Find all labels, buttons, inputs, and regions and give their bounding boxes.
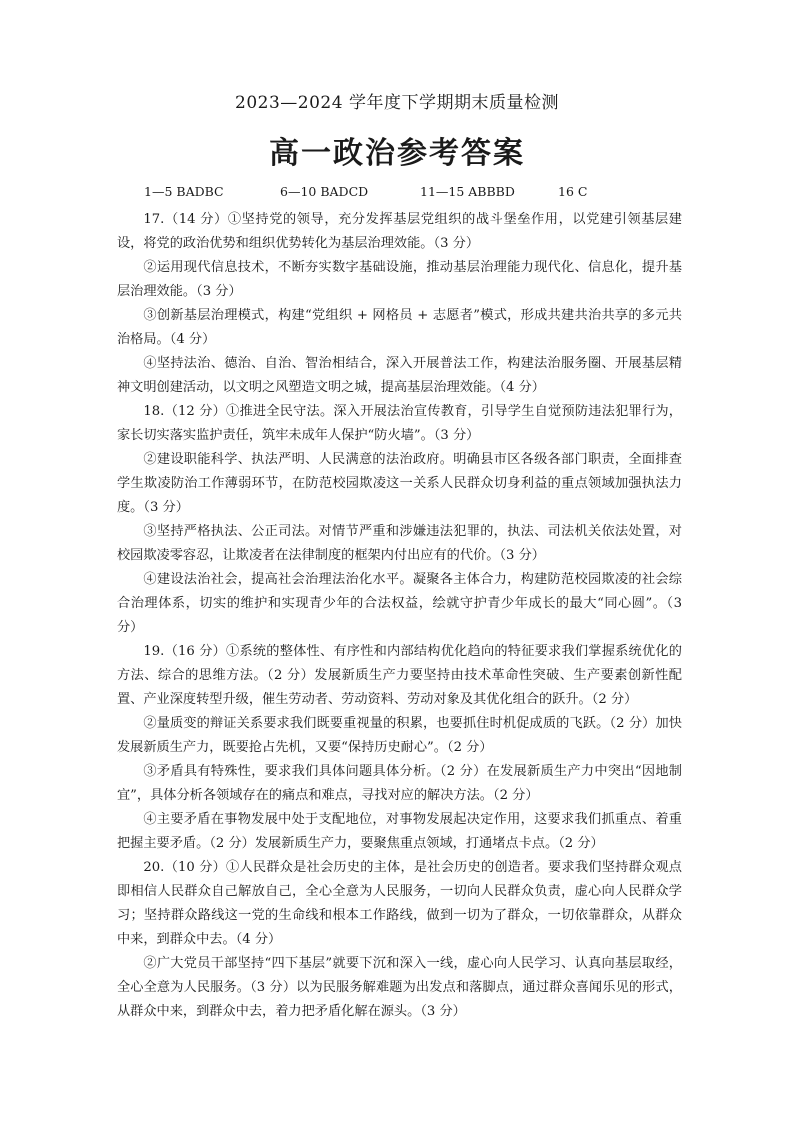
q18-point-1: 18.（12 分）①推进全民守法。深入开展法治宣传教育，引导学生自觉预防违法犯罪行为，家长切实落实监护责任，筑牢未成年人保护“防火墙”。（3 分）: [117, 404, 682, 443]
q18-point-3: ③坚持严格执法、公正司法。对情节严重和涉嫌违法犯罪的，执法、司法机关依法处置，对校园欺凌零容忍，让欺凌者在法律制度的框架内付出应有的代价。（3 分）: [117, 524, 682, 563]
q17-point-3: ③创新基层治理模式，构建“党组织 + 网格员 + 志愿者”模式，形成共建共治共享的多元共治格局。（4 分）: [117, 308, 682, 347]
q17-point-1: 17.（14 分）①坚持党的领导，充分发挥基层党组织的战斗堡垒作用，以党建引领基层建设，将党的政治优势和组织优势转化为基层治理效能。（3 分）: [117, 212, 682, 251]
choice-answer-1-5: 1—5 BADBC: [144, 184, 224, 199]
choice-answer-row: [144, 184, 587, 199]
q19-point-3: ③矛盾具有特殊性，要求我们具体问题具体分析。（2 分）在发展新质生产力中突出“因地制宜”，具体分析各领域存在的痛点和难点，寻找对应的解决方法。（2 分）: [117, 764, 682, 803]
q18-point-4: ④建设法治社会，提高社会治理法治化水平。凝聚各主体合力，构建防范校园欺凌的社会综合治理体系，切实的维护和实现青少年的合法权益，绘就守护青少年成长的最大“同心圆”。（3 分）: [117, 572, 682, 635]
q20-point-2: ②广大党员干部坚持“四下基层”就要下沉和深入一线，虚心向人民学习、认真向基层取经，全心全意为人民服务。（3 分）以为民服务解难题为出发点和落脚点，通过群众喜闻乐见的形式，从群众中来，到群众中去，着力把矛盾化解在源头。（3 分）: [117, 956, 682, 1019]
q17-point-2: ②运用现代信息技术，不断夯实数字基础设施，推动基层治理能力现代化、信息化，提升基层治理效能。（3 分）: [117, 260, 682, 299]
document-title: 高一政治参考答案: [269, 136, 525, 171]
q20-point-1: 20.（10 分）①人民群众是社会历史的主体，是社会历史的创造者。要求我们坚持群众观点即相信人民群众自己解放自己，全心全意为人民服务，一切向人民群众负责，虚心向人民群众学习；坚持群众路线这一党的生命线和根本工作路线，做到一切为了群众，一切依靠群众，从群众中来，到群众中去。（4 分）: [117, 860, 682, 947]
q19-point-2: ②量质变的辩证关系要求我们既要重视量的积累，也要抓住时机促成质的飞跃。（2 分）加快发展新质生产力，既要抢占先机，又要“保持历史耐心”。（2 分）: [117, 716, 682, 755]
choice-answer-11-15: 11—15 ABBBD: [420, 184, 515, 199]
answer-body: [117, 208, 682, 1024]
q19-point-4: ④主要矛盾在事物发展中处于支配地位，对事物发展起决定作用，这要求我们抓重点、着重把握主要矛盾。（2 分）发展新质生产力，要聚焦重点领域，打通堵点卡点。（2 分）: [117, 812, 682, 851]
choice-answer-16: 16 C: [558, 184, 588, 199]
q19-point-1: 19.（16 分）①系统的整体性、有序性和内部结构优化趋向的特征要求我们掌握系统优化的方法、综合的思维方法。（2 分）发展新质生产力要坚持由技术革命性突破、生产要素创新性配置、产业深度转型升级，催生劳动者、劳动资料、劳动对象及其优化组合的跃升。（2 分）: [117, 644, 682, 707]
exam-title: 2023—2024 学年度下学期期末质量检测: [235, 93, 559, 113]
choice-answer-6-10: 6—10 BADCD: [280, 184, 369, 199]
q18-point-2: ②建设职能科学、执法严明、人民满意的法治政府。明确县市区各级各部门职责，全面排查学生欺凌防治工作薄弱环节，在防范校园欺凌这一关系人民群众切身利益的重点领域加强执法力度。（3 分）: [117, 452, 682, 515]
q17-point-4: ④坚持法治、德治、自治、智治相结合，深入开展普法工作，构建法治服务圈、开展基层精神文明创建活动，以文明之风塑造文明之城，提高基层治理效能。（4 分）: [117, 356, 682, 395]
